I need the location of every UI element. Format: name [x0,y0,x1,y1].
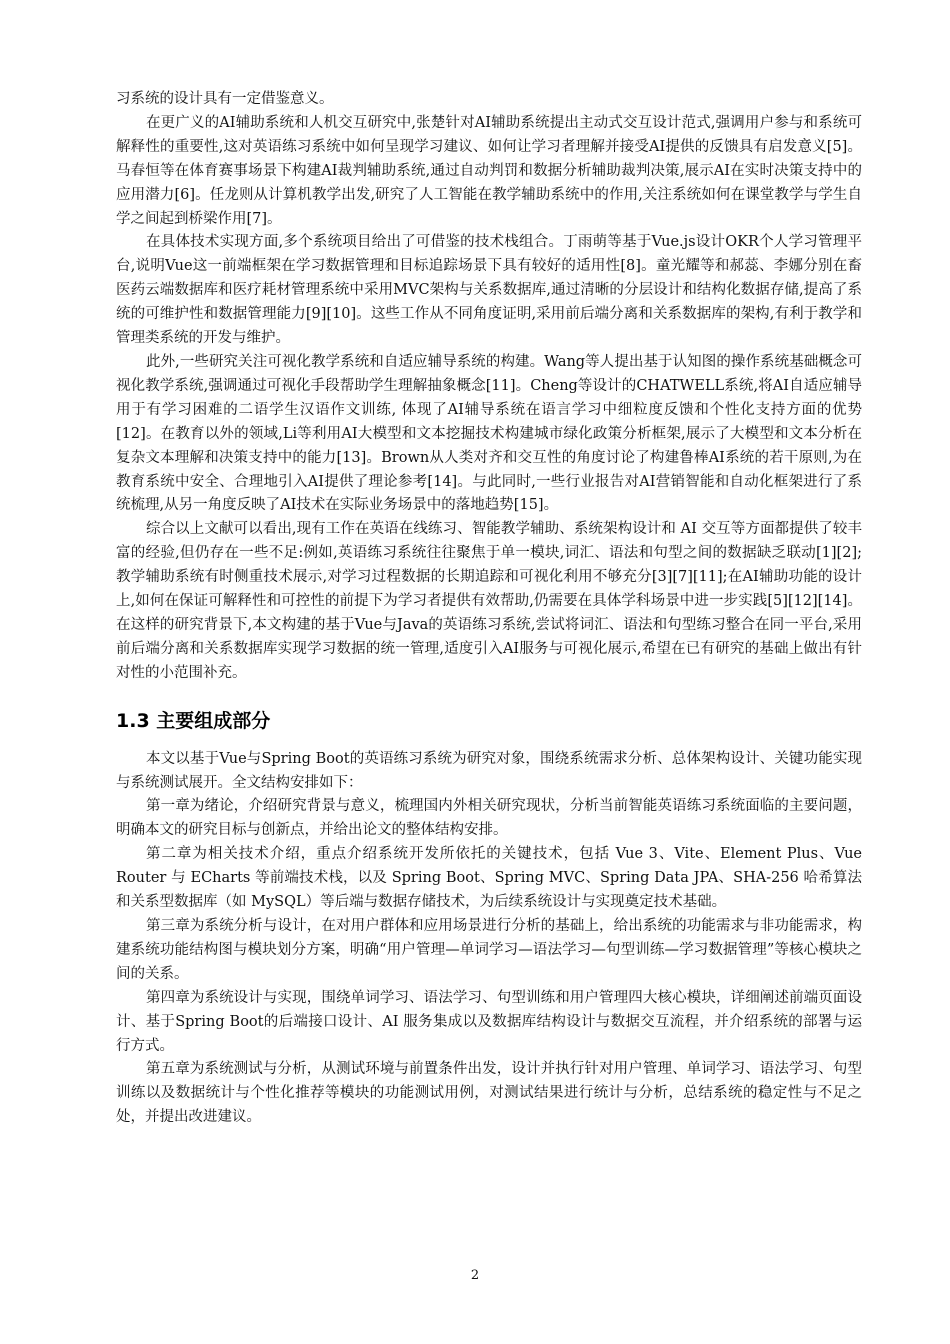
structure-paragraph: 第二章为相关技术介绍，重点介绍系统开发所依托的关键技术，包括 Vue 3、Vite、Element Plus、Vue Router 与 ECharts 等前端技术栈，以及 Spring Boot、Spring MVC、Spring Data JPA、SHA-256 哈希算法和关系型数据库（如 MySQL）等后端与数据存储技术，为后续系统设计与实现奠定技术基础。 [116,846,862,911]
section-heading: 1.3 主要组成部分 [116,709,271,732]
review-paragraph: 在具体技术实现方面,多个系统项目给出了可借鉴的技术栈组合。丁雨萌等基于Vue.js设计OKR个人学习管理平台,说明Vue这一前端框架在学习数据管理和目标追踪场景下具有较好的适用性[8]。童光耀等和郝蕊、李娜分别在畜医药云端数据库和医疗耗材管理系统中采用MVC架构与关系数据库,通过清晰的分层设计和结构化数据存储,提高了系统的可维护性和数据管理能力[9][10]。这些工作从不同角度证明,采用前后端分离和关系数据库的架构,有利于教学和管理类系统的开发与维护。 [116,234,862,347]
structure-paragraph: 第一章为绪论，介绍研究背景与意义，梳理国内外相关研究现状，分析当前智能英语练习系统面临的主要问题，明确本文的研究目标与创新点，并给出论文的整体结构安排。 [116,798,862,839]
structure-paragraph: 第四章为系统设计与实现，围绕单词学习、语法学习、句型训练和用户管理四大核心模块，详细阐述前端页面设计、基于Spring Boot的后端接口设计、AI 服务集成以及数据库结构设计与数据交互流程，并介绍系统的部署与运行方式。 [116,989,862,1054]
structure-paragraph: 第五章为系统测试与分析，从测试环境与前置条件出发，设计并执行针对用户管理、单词学习、语法学习、句型训练以及数据统计与个性化推荐等模块的功能测试用例，对测试结果进行统计与分析，总结系统的稳定性与不足之处，并提出改进建议。 [116,1061,862,1126]
review-paragraph: 在更广义的AI辅助系统和人机交互研究中,张楚针对AI辅助系统提出主动式交互设计范式,强调用户参与和系统可解释性的重要性,这对英语练习系统中如何呈现学习建议、如何让学习者理解并接受AI提供的反馈具有启发意义[5]。马春恒等在体育赛事场景下构建AI裁判辅助系统,通过自动判罚和数据分析辅助裁判决策,展示AI在实时决策支持中的应用潜力[6]。任龙则从计算机教学出发,研究了人工智能在教学辅助系统中的作用,关注系统如何在课堂教学与学生自学之间起到桥梁作用[7]。 [116,114,862,227]
page-number: 2 [470,1268,480,1283]
structure-section [116,748,862,1131]
review-paragraph: 此外,一些研究关注可视化教学系统和自适应辅导系统的构建。Wang等人提出基于认知图的操作系统基础概念可视化教学系统,强调通过可视化手段帮助学生理解抽象概念[11]。Cheng等设计的CHATWELL系统,将AI自适应辅导用于有学习困难的二语学生汉语作文训练, 体现了AI辅导系统在语言学习中细粒度反馈和个性化支持方面的优势[12]。在教育以外的领域,Li等利用AI大模型和文本挖掘技术构建城市绿化政策分析框架,展示了大模型和文本分析在复杂文本理解和决策支持中的能力[13]。Brown从人类对齐和交互性的角度讨论了构建鲁棒AI系统的若干原则,为在教育系统中安全、合理地引入AI提供了理论参考[14]。与此同时,一些行业报告对AI营销智能和自动化框架进行了系统梳理,从另一角度反映了AI技术在实际业务场景中的落地趋势[15]。 [116,353,862,514]
review-paragraph: 综合以上文献可以看出,现有工作在英语在线练习、智能教学辅助、系统架构设计和 AI 交互等方面都提供了较丰富的经验,但仍存在一些不足:例如,英语练习系统往往聚焦于单一模块,词汇、语法和句型之间的数据缺乏联动[1][2];教学辅助系统有时侧重技术展示,对学习过程数据的长期追踪和可视化利用不够充分[3][7][11];在AI辅助功能的设计上,如何在保证可解释性和可控性的前提下为学习者提供有效帮助,仍需要在具体学科场景中进一步实践[5][12][14]。在这样的研究背景下,本文构建的基于Vue与Java的英语练习系统,尝试将词汇、语法和句型练习整合在同一平台,采用前后端分离和关系数据库实现学习数据的统一管理,适度引入AI服务与可视化展示,希望在已有研究的基础上做出有针对性的小范围补充。 [116,521,862,681]
structure-paragraph: 第三章为系统分析与设计，在对用户群体和应用场景进行分析的基础上，给出系统的功能需求与非功能需求，构建系统功能结构图与模块划分方案，明确“用户管理—单词学习—语法学习—句型训练—学习数据管理”等核心模块之间的关系。 [116,918,862,982]
structure-paragraph: 本文以基于Vue与Spring Boot的英语练习系统为研究对象，围绕系统需求分析、总体架构设计、关键功能实现与系统测试展开。全文结构安排如下： [116,750,862,791]
review-paragraph: 习系统的设计具有一定借鉴意义。 [116,91,334,107]
page-body [116,88,862,1130]
literature-review-section [116,88,862,686]
